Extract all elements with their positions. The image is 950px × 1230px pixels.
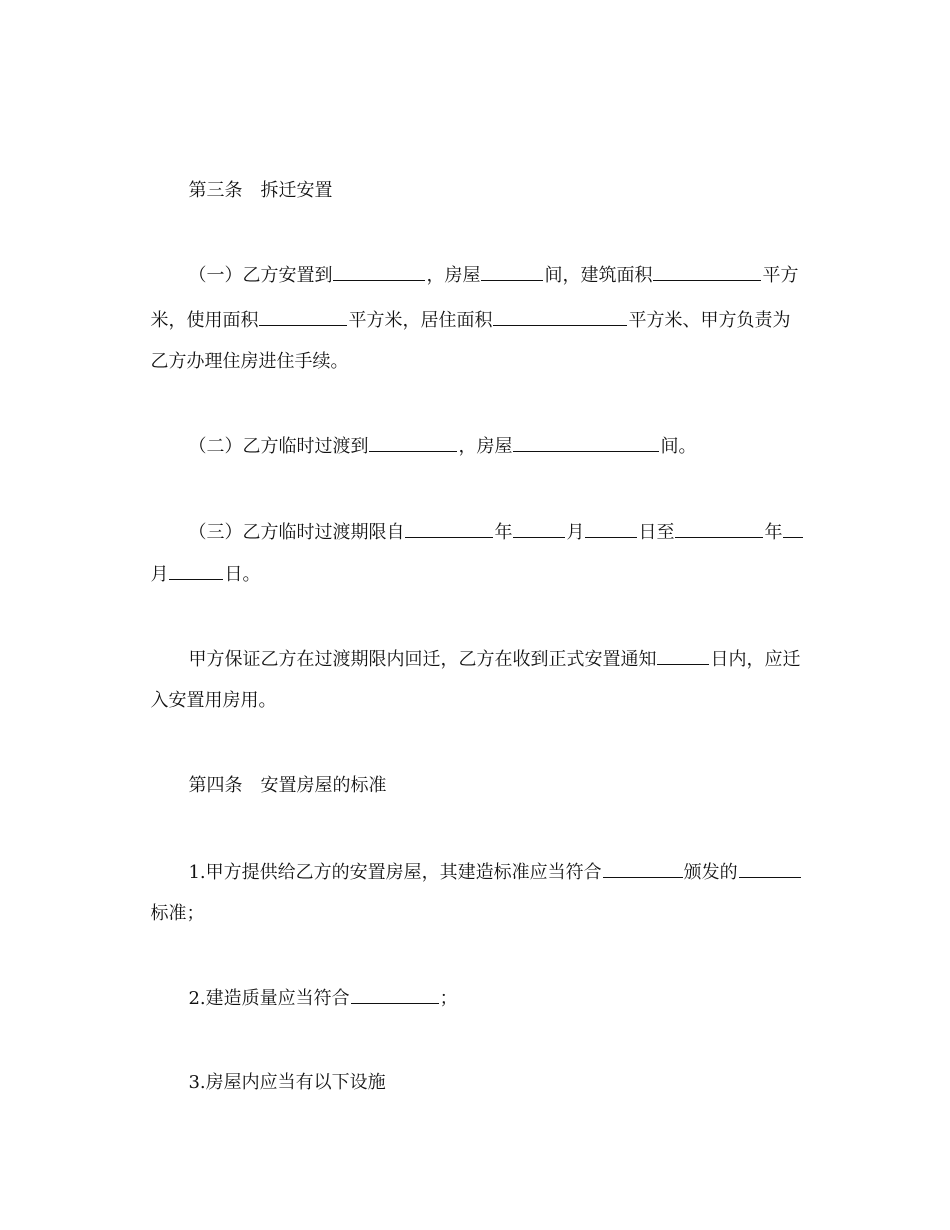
blank-end-year[interactable] [675, 520, 763, 538]
blank-notice-days[interactable] [657, 647, 709, 665]
blank-end-day[interactable] [169, 562, 223, 580]
blank-start-year[interactable] [405, 520, 493, 538]
blank-start-month[interactable] [513, 520, 565, 538]
clause-2: （二）乙方临时过渡到 ，房屋 间。 [188, 436, 697, 457]
blank-room-count[interactable] [481, 263, 543, 281]
blank-temp-location[interactable] [369, 434, 457, 452]
blank-issuing-authority[interactable] [603, 860, 683, 878]
blank-start-day[interactable] [585, 520, 637, 538]
article-4-heading: 第四条 安置房屋的标准 [188, 775, 387, 796]
blank-resettle-location[interactable] [333, 263, 425, 281]
standard-item-3: 3.房屋内应当有以下设施 [188, 1072, 386, 1093]
clause-1-line-3: 乙方办理住房进住手续。 [150, 351, 349, 372]
blank-temp-room-count[interactable] [513, 434, 659, 452]
standard-item-1-line-1: 1.甲方提供给乙方的安置房屋，其建造标准应当符合 颁发的 [177, 836, 802, 885]
standard-item-1-line-2: 标准； [150, 903, 205, 924]
clause-3-line-2: 月 日。 [150, 564, 261, 585]
blank-end-month[interactable] [783, 520, 803, 538]
clause-1-line-1: （一）乙方安置到 ，房屋 间，建筑面积 平方 [188, 265, 799, 286]
blank-living-area[interactable] [493, 308, 627, 326]
blank-usable-area[interactable] [259, 308, 347, 326]
return-paragraph-line-2: 入安置用房用。 [150, 690, 277, 711]
blank-standard-name[interactable] [739, 860, 801, 878]
return-paragraph-line-1: 甲方保证乙方在过渡期限内回迁，乙方在收到正式安置通知 日内，应迁 [188, 649, 801, 670]
clause-1-line-2: 米，使用面积 平方米，居住面积 平方米、甲方负责为 [150, 310, 791, 331]
clause-3-line-1: （三）乙方临时过渡期限自 年 月 日至 年 [177, 496, 804, 545]
blank-quality-standard[interactable] [351, 986, 439, 1004]
article-3-heading: 第三条 拆迁安置 [188, 180, 333, 201]
standard-item-2: 2.建造质量应当符合 ； [188, 988, 458, 1009]
blank-floor-area[interactable] [653, 263, 761, 281]
